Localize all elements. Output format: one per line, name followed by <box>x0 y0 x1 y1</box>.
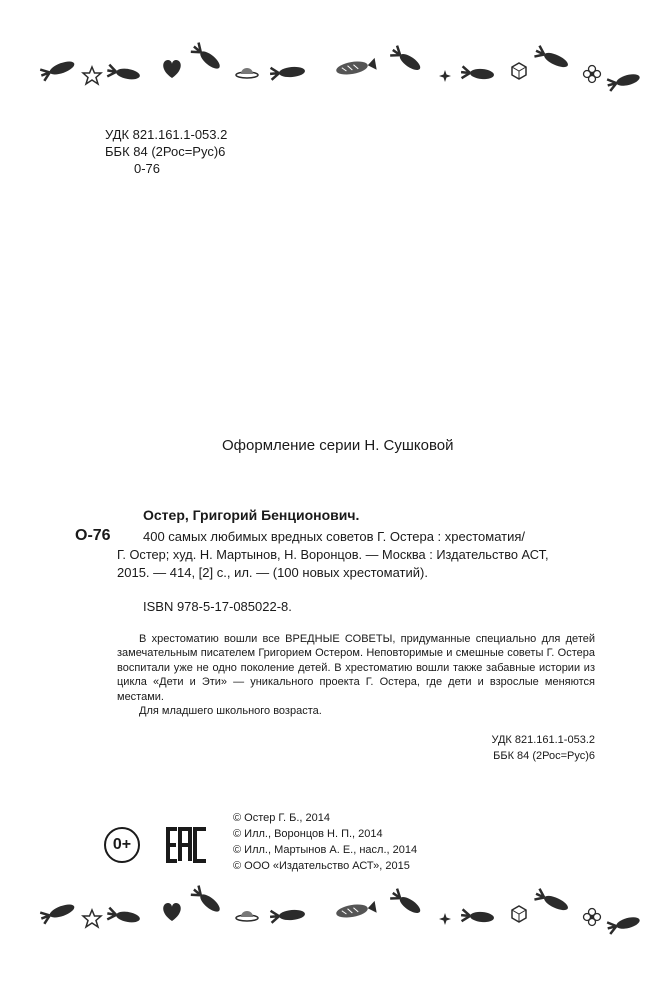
heart-icon <box>163 903 181 921</box>
hand-icon <box>461 909 495 924</box>
copyright-block <box>233 811 493 875</box>
bottom-decor-border <box>0 885 659 945</box>
copyright-line: © Илл., Мартынов А. Е., насл., 2014 <box>233 844 418 856</box>
hand-icon <box>190 885 223 915</box>
heart-icon <box>163 60 181 78</box>
annotation-paragraph <box>117 632 595 704</box>
hand-icon <box>270 65 306 80</box>
fish-icon <box>335 901 376 920</box>
hand-icon <box>270 908 306 923</box>
hand-icon <box>39 58 76 81</box>
hand-icon <box>534 888 571 914</box>
eac-mark-icon <box>165 826 209 864</box>
age-rating-badge <box>104 827 140 863</box>
flower-icon <box>584 66 601 83</box>
hat-icon <box>236 68 258 78</box>
copyright-line: © Илл., Воронцов Н. П., 2014 <box>233 828 383 840</box>
decor-strip <box>0 885 659 945</box>
hat-icon <box>236 911 258 921</box>
hand-icon <box>461 66 495 81</box>
header-udk: УДК 821.161.1-053.2 <box>105 127 228 142</box>
annotation-text-a: В хрестоматию вошли все <box>139 633 286 645</box>
hand-icon <box>106 64 141 82</box>
catalog-author: Остер, Григорий Бенционович. <box>143 507 360 523</box>
fish-icon <box>335 58 376 77</box>
cube-icon <box>512 63 526 79</box>
hand-icon <box>389 45 423 74</box>
sparkle-icon <box>439 913 451 925</box>
top-decor-border <box>0 42 659 102</box>
annotation-age-note: Для младшего школьного возраста. <box>139 705 322 718</box>
catalog-line-2: Г. Остер; худ. Н. Мартынов, Н. Воронцов. — Москва : Издательство АСТ, <box>117 547 549 562</box>
annotation-text-b: , придуманные специально для детей замечательным писателем Григорием Остером. Неповторимые и смешные советы Г. Остера воспитали уже не одно поколение детей. В хрестоматию вошли также забавные истории из цикла «Дети и Эти» — уникального проекта Г. Остера, где дети и взрослые меняются местами. <box>117 633 595 703</box>
catalog-line-1: 400 самых любимых вредных советов Г. Остера : хрестоматия/ <box>143 529 526 544</box>
decor-strip <box>0 42 659 102</box>
annotation <box>117 632 595 718</box>
flower-icon <box>584 909 601 926</box>
hand-icon <box>106 907 141 925</box>
header-bbk: ББК 84 (2Рос=Рус)6 <box>105 144 226 159</box>
hand-icon <box>606 71 641 91</box>
footer-bbk: ББК 84 (2Рос=Рус)6 <box>493 750 595 762</box>
star-icon <box>83 910 101 927</box>
cube-icon <box>512 906 526 922</box>
footer-udk: УДК 821.161.1-053.2 <box>491 734 595 746</box>
sparkle-icon <box>439 70 451 82</box>
copyright-line: © Остер Г. Б., 2014 <box>233 812 331 824</box>
hand-icon <box>389 888 423 917</box>
copyright-line: © ООО «Издательство АСТ», 2015 <box>233 860 410 872</box>
age-rating-label: 0+ <box>112 836 132 853</box>
annotation-caps: ВРЕДНЫЕ СОВЕТЫ <box>285 633 393 645</box>
hand-icon <box>39 901 76 924</box>
series-design-credit: Оформление серии Н. Сушковой <box>222 437 454 454</box>
hand-icon <box>534 45 571 71</box>
hand-icon <box>190 42 223 72</box>
catalog-isbn: ISBN 978-5-17-085022-8. <box>143 599 292 614</box>
catalog-mark: О-76 <box>75 527 111 544</box>
catalog-line-3: 2015. — 414, [2] с., ил. — (100 новых хрестоматий). <box>117 565 428 580</box>
header-author-mark: 0-76 <box>134 161 161 176</box>
star-icon <box>83 67 101 84</box>
hand-icon <box>606 914 641 934</box>
